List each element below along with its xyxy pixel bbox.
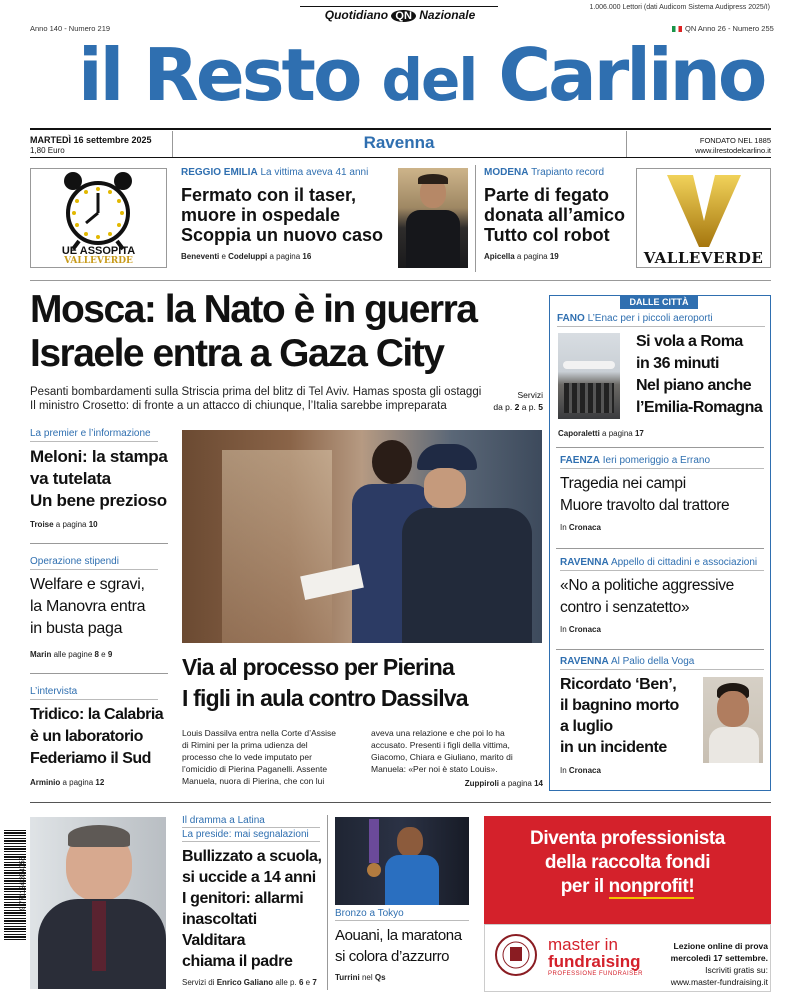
headline: Bullizzato a scuola, si uccide a 14 anni I genitori: allarmi inascoltati Valditara chiama il padre <box>182 848 322 970</box>
headline: «No a politiche aggressive contro i senzatetto» <box>560 577 734 616</box>
masthead <box>0 0 801 158</box>
kicker: Il dramma a Latina <box>182 815 265 826</box>
issue-price: 1,80 Euro <box>30 146 65 155</box>
photo-valditara <box>30 817 166 989</box>
kicker: FANO L’Enac per i piccoli aeroporti <box>557 313 713 324</box>
bottom-story-latina[interactable] <box>182 815 328 987</box>
headline: Meloni: la stampa va tutelata Un bene prezioso <box>30 447 168 510</box>
website[interactable]: www.ilrestodelcarlino.it <box>695 146 771 155</box>
main-headline[interactable] <box>30 288 545 376</box>
qn-strip <box>300 8 500 26</box>
ad-info: Lezione online di prova mercoledì 17 settembre. Iscriviti gratis su: www.master-fundraising.it <box>670 941 768 987</box>
fano-byline: Caporaletti a pagina 17 <box>558 429 644 438</box>
main-subhead: Pesanti bombardamenti sulla Striscia prima del blitz di Tel Aviv. Hamas sposta gli ostaggi Il ministro Crosetto: di fronte a un attacco di chiunque, l’Italia sarebbe impreparata <box>30 386 482 412</box>
services-ref: Servizi da p. 2 a p. 5 <box>493 390 543 412</box>
byline: Servizi di Enrico Galiano alle p. 6 e 7 <box>182 978 317 987</box>
center-body-left: Louis Dassilva entra nella Corte d’Assise di Rimini per la prima udienza del processo che lo vede imputato per l’omicidio di Pierina Paganelli. Assente Manuela, nuora di Pierina, che con lui <box>182 728 337 786</box>
headline: Welfare e sgravi, la Manovra entra in busta paga <box>30 576 146 637</box>
photo-ben <box>703 677 763 763</box>
center-body-right: aveva una relazione e che poi lo ha accusato. Presenti i figli della vittima, Giacomo, Chiara e Giuliano, marito di Manuela: «Per noi è stato Louis». <box>371 728 513 774</box>
center-headline[interactable] <box>182 652 547 714</box>
byline: Troise a pagina 10 <box>30 520 98 529</box>
byline: Marin alle pagine 8 e 9 <box>30 650 113 659</box>
founded-note: FONDATO NEL 1885 <box>699 136 771 145</box>
byline: Turrini nel Qs <box>335 973 386 982</box>
ad-fundraising[interactable] <box>484 816 771 992</box>
ad-left-clock[interactable] <box>30 168 167 268</box>
ravenna-senzatetto-story[interactable] <box>560 557 768 634</box>
dalle-citta-header: DALLE CITTÀ <box>620 296 698 309</box>
center-headline-line2: I figli in aula contro Dassilva <box>182 685 468 711</box>
byline: In Cronaca <box>560 523 601 532</box>
anno-right: QN Anno 26 - Numero 255 <box>672 24 774 33</box>
fano-story[interactable] <box>557 313 767 327</box>
byline: In Cronaca <box>560 625 601 634</box>
left-story-meloni[interactable] <box>30 428 170 529</box>
kicker: La premier e l’informazione <box>30 428 151 439</box>
readers-note: 1.006.000 Lettori (dati Audicom Sistema Audipress 2025/I) <box>589 4 770 11</box>
kicker: REGGIO EMILIA La vittima aveva 41 anni <box>181 167 369 178</box>
top-story-modena[interactable] <box>484 167 629 272</box>
headline: Parte di fegato donata all’amico Tutto col robot <box>484 185 626 245</box>
nazionale-label: Nazionale <box>419 8 476 22</box>
kicker: L’intervista <box>30 686 78 697</box>
faenza-story[interactable] <box>560 455 768 532</box>
kicker: Operazione stipendi <box>30 556 119 567</box>
quotidiano-label: Quotidiano <box>324 8 389 22</box>
ad-right-valleverde[interactable] <box>636 168 771 268</box>
byline: Beneventi e Codeluppi a pagina 16 <box>181 252 312 261</box>
center-headline-line1: Via al processo per Pierina <box>182 654 455 680</box>
headline: Aouani, la maratona si colora d’azzurro <box>335 927 462 965</box>
edition-name: Ravenna <box>363 133 435 152</box>
fano-headline[interactable]: Si vola a Roma in 36 minuti Nel piano anche l’Emilia-Romagna <box>636 333 763 416</box>
left-story-tridico[interactable] <box>30 686 170 787</box>
ad-line3: per il nonprofit! <box>560 876 695 897</box>
photo-courtroom <box>182 430 542 643</box>
kicker: FAENZA Ieri pomeriggio a Errano <box>560 455 711 466</box>
photo-reggio-man <box>398 168 468 268</box>
center-byline: Zuppiroli a pagina 14 <box>464 779 543 788</box>
main-headline-line1: Mosca: la Nato è in guerra <box>30 288 477 331</box>
newspaper-title: il Resto del Carlino <box>78 33 765 117</box>
sport-story[interactable] <box>335 908 475 982</box>
byline: Apicella a pagina 19 <box>484 252 559 261</box>
kicker: RAVENNA Al Palio della Voga <box>560 656 695 667</box>
issue-date: MARTEDÌ 16 settembre 2025 <box>30 135 152 145</box>
byline: Arminio a pagina 12 <box>30 778 105 787</box>
barcode-number: 9 771124 334055 <box>19 856 27 911</box>
kicker: MODENA Trapianto record <box>484 167 605 178</box>
kicker: Bronzo a Tokyo <box>335 908 404 919</box>
ad-left-line2: VALLEVERDE <box>64 256 133 266</box>
headline: Ricordato ‘Ben’, il bagnino morto a luglio in un incidente <box>560 676 679 756</box>
anno-left: Anno 140 - Numero 219 <box>30 24 111 33</box>
photo-fano-airport <box>558 333 620 419</box>
left-story-manovra[interactable] <box>30 556 170 659</box>
main-headline-line2: Israele entra a Gaza City <box>30 332 444 375</box>
kicker: RAVENNA Appello di cittadini e associazioni <box>560 557 758 568</box>
ad-line2: della raccolta fondi <box>544 852 711 873</box>
university-seal-icon <box>494 933 538 977</box>
headline: Fermato con il taser, muore in ospedale Scoppia un nuovo caso <box>181 185 384 245</box>
headline: Tragedia nei campi Muore travolto dal trattore <box>560 475 730 514</box>
master-logo: master in fundraising PROFESSIONE FUNDRAISER <box>548 935 644 977</box>
ad-left-line1: UE ASSOPITA <box>61 245 136 257</box>
ad-right-brand: VALLEVERDE <box>643 249 764 267</box>
headline: Tridico: la Calabria è un laboratorio Federiamo il Sud <box>30 706 164 767</box>
byline: In Cronaca <box>560 766 601 775</box>
kicker-2: La preside: mai segnalazioni <box>182 829 309 840</box>
qn-logo: QN <box>391 10 416 22</box>
ad-line1: Diventa professionista <box>530 828 725 849</box>
photo-aouani <box>335 817 469 905</box>
